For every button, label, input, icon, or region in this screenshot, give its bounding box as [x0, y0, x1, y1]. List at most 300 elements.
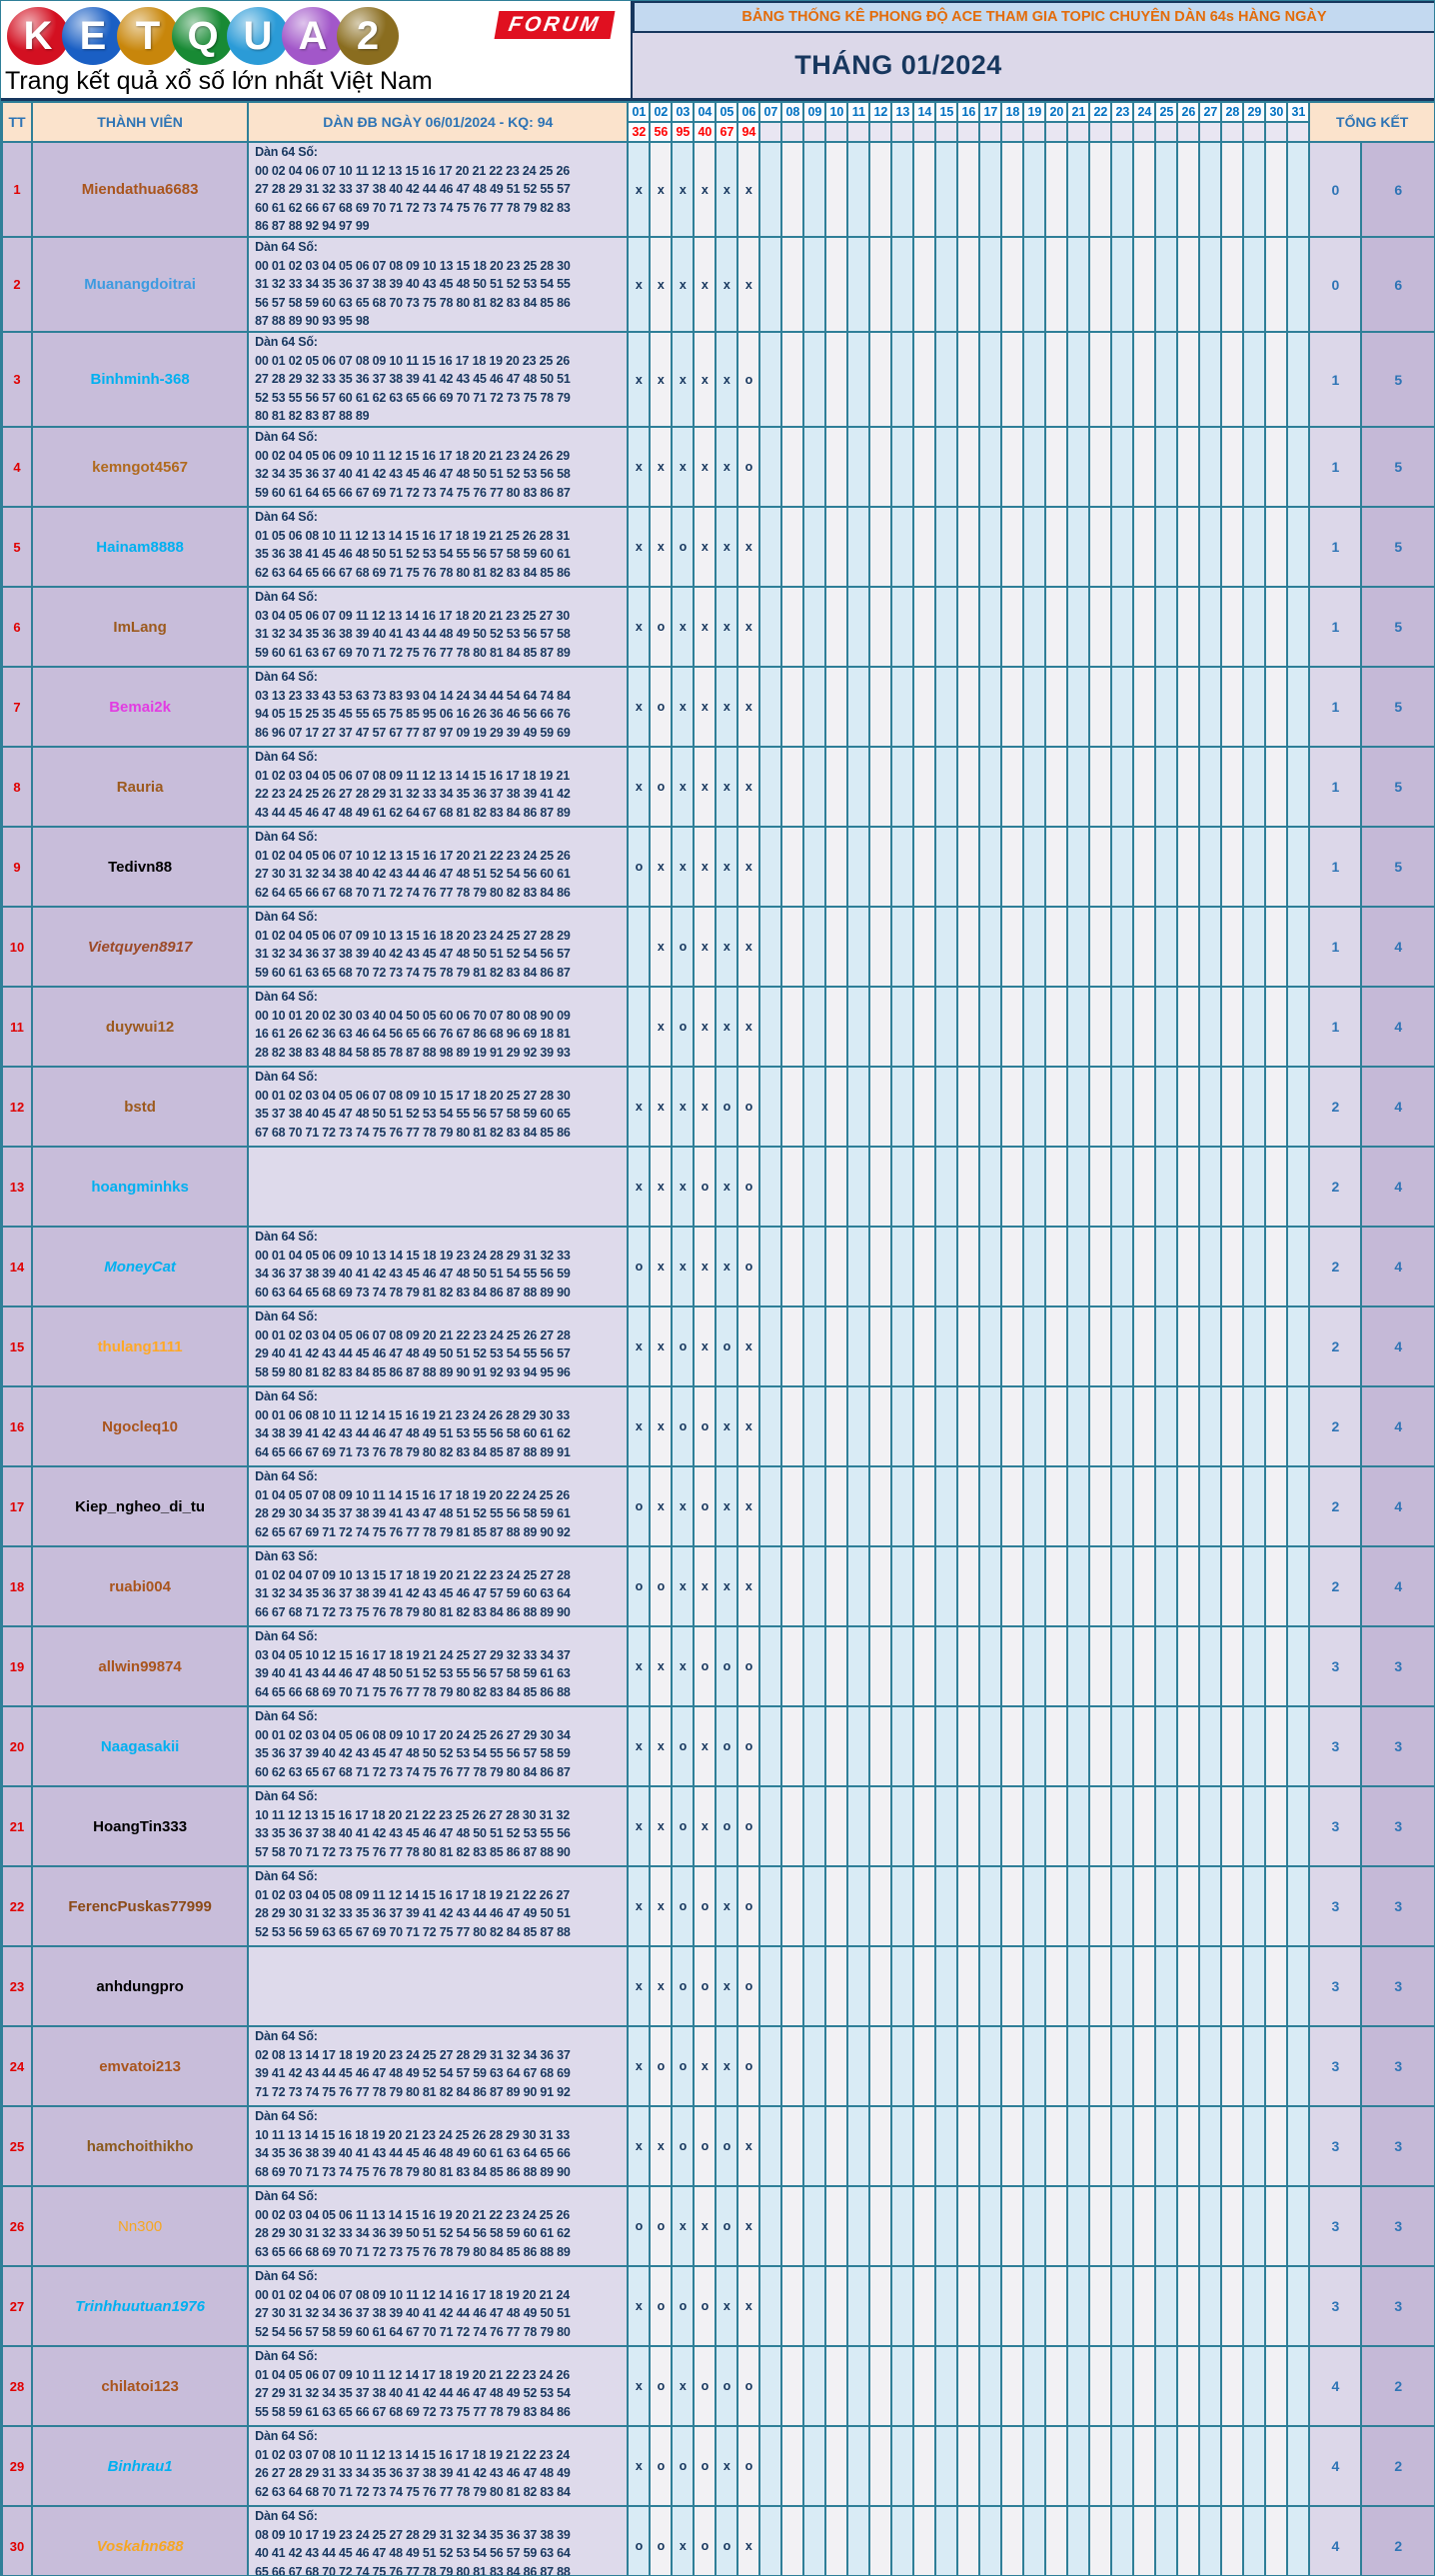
- day-mark-cell: [869, 2026, 891, 2106]
- day-mark-cell: [825, 2186, 847, 2266]
- day-mark-cell: [1177, 237, 1199, 332]
- day-mark-cell: [825, 1386, 847, 1466]
- day-mark-cell: [1001, 587, 1023, 667]
- day-mark-cell: [759, 747, 781, 827]
- day-mark-cell: [781, 667, 803, 747]
- dan-line: 00 01 04 05 06 09 10 13 14 15 18 19 23 24 28 29 31 32 33: [255, 1248, 571, 1263]
- miss-total-cell: 1: [1309, 427, 1361, 507]
- day-mark-cell: [1001, 1546, 1023, 1626]
- rank-cell: 28: [2, 2346, 32, 2426]
- day-mark-cell: [759, 1706, 781, 1786]
- day-mark-cell: [825, 427, 847, 507]
- dan-cell: [248, 1946, 628, 2026]
- day-mark-cell: x: [694, 1546, 716, 1626]
- day-mark-cell: o: [628, 1466, 650, 1546]
- day-mark-cell: x: [716, 747, 737, 827]
- day-mark-cell: [1023, 747, 1045, 827]
- miss-total-cell: 3: [1309, 2026, 1361, 2106]
- day-mark-cell: [1199, 2506, 1221, 2576]
- dan-cell: [248, 587, 628, 667]
- day-mark-cell: [1177, 1306, 1199, 1386]
- day-mark-cell: x: [628, 237, 650, 332]
- banner-title: BẢNG THỐNG KÊ PHONG ĐỘ ACE THAM GIA TOPIC CHUYÊN DÀN 64s HÀNG NGÀY: [633, 1, 1434, 33]
- day-mark-cell: [1199, 1546, 1221, 1626]
- col-header-day: 07: [759, 102, 781, 122]
- win-total-cell: 5: [1361, 747, 1435, 827]
- day-mark-cell: [979, 907, 1001, 987]
- day-mark-cell: [1023, 2026, 1045, 2106]
- day-mark-cell: [891, 1626, 913, 1706]
- day-mark-cell: [935, 2266, 957, 2346]
- day-mark-cell: [913, 667, 935, 747]
- day-mark-cell: [759, 2106, 781, 2186]
- day-mark-cell: [1045, 2266, 1067, 2346]
- day-mark-cell: o: [716, 1067, 737, 1147]
- day-mark-cell: [1089, 2106, 1111, 2186]
- day-mark-cell: [825, 1706, 847, 1786]
- win-total-cell: 4: [1361, 1067, 1435, 1147]
- day-mark-cell: [1265, 1866, 1287, 1946]
- member-cell: [32, 507, 248, 587]
- day-mark-cell: [1243, 1227, 1265, 1306]
- miss-total-cell: 1: [1309, 747, 1361, 827]
- dan-title: Dàn 64 Số:: [255, 910, 318, 924]
- day-mark-cell: x: [650, 237, 672, 332]
- col-header-day: 03: [672, 102, 694, 122]
- rank-cell: 16: [2, 1386, 32, 1466]
- dan-line: 00 01 02 03 04 05 06 07 08 09 10 15 17 18 20 25 27 28 30: [255, 1088, 571, 1103]
- day-mark-cell: [803, 2506, 825, 2576]
- col-header-day: 15: [935, 102, 957, 122]
- day-mark-cell: [847, 2346, 869, 2426]
- day-mark-cell: [1199, 587, 1221, 667]
- day-mark-cell: [1133, 987, 1155, 1067]
- day-mark-cell: [1287, 1227, 1309, 1306]
- day-mark-cell: o: [737, 332, 759, 427]
- dan-line: 87 88 89 90 93 95 98: [255, 314, 370, 328]
- day-mark-cell: [759, 2186, 781, 2266]
- day-mark-cell: x: [694, 237, 716, 332]
- day-mark-cell: x: [737, 827, 759, 907]
- day-mark-cell: [869, 1546, 891, 1626]
- day-mark-cell: [1221, 2106, 1243, 2186]
- day-mark-cell: o: [737, 2426, 759, 2506]
- day-mark-cell: [1243, 1946, 1265, 2026]
- day-mark-cell: [1287, 332, 1309, 427]
- day-mark-cell: [1045, 1706, 1067, 1786]
- day-mark-cell: [759, 2346, 781, 2426]
- table-row: [2, 2026, 1435, 2106]
- win-total-cell: 6: [1361, 142, 1435, 237]
- day-mark-cell: [1001, 427, 1023, 507]
- day-mark-cell: [1023, 1626, 1045, 1706]
- day-mark-cell: x: [628, 2346, 650, 2426]
- day-mark-cell: x: [737, 1466, 759, 1546]
- day-mark-cell: [1001, 907, 1023, 987]
- day-mark-cell: [1177, 1227, 1199, 1306]
- day-mark-cell: [869, 1306, 891, 1386]
- day-mark-cell: [1221, 2426, 1243, 2506]
- member-name: Voskahn688: [96, 2537, 184, 2555]
- day-mark-cell: [1133, 907, 1155, 987]
- day-mark-cell: [913, 1626, 935, 1706]
- day-mark-cell: [1287, 987, 1309, 1067]
- day-mark-cell: [1067, 1466, 1089, 1546]
- day-mark-cell: o: [650, 1546, 672, 1626]
- day-result-cell: [891, 122, 913, 142]
- member-name: Rauria: [116, 778, 164, 796]
- day-mark-cell: [1155, 1386, 1177, 1466]
- day-mark-cell: [1067, 142, 1089, 237]
- day-mark-cell: [1221, 2506, 1243, 2576]
- day-mark-cell: [1221, 507, 1243, 587]
- dan-line: 31 32 33 34 35 36 37 38 39 40 43 45 48 50 51 52 53 54 55: [255, 277, 571, 291]
- dan-cell: [248, 667, 628, 747]
- day-mark-cell: [1001, 2186, 1023, 2266]
- day-mark-cell: [935, 667, 957, 747]
- day-mark-cell: [847, 2506, 869, 2576]
- day-mark-cell: [1243, 2266, 1265, 2346]
- day-mark-cell: [1045, 2026, 1067, 2106]
- day-mark-cell: o: [737, 427, 759, 507]
- day-mark-cell: o: [672, 2026, 694, 2106]
- win-total-cell: 4: [1361, 1306, 1435, 1386]
- day-mark-cell: [1287, 1626, 1309, 1706]
- day-mark-cell: [781, 237, 803, 332]
- day-mark-cell: [1287, 1306, 1309, 1386]
- day-mark-cell: [1089, 987, 1111, 1067]
- col-header-total: TỔNG KẾT: [1309, 102, 1435, 142]
- day-mark-cell: [869, 747, 891, 827]
- day-mark-cell: [847, 987, 869, 1067]
- day-mark-cell: x: [716, 507, 737, 587]
- day-mark-cell: [825, 587, 847, 667]
- day-mark-cell: [979, 142, 1001, 237]
- day-mark-cell: x: [694, 1786, 716, 1866]
- day-mark-cell: [1023, 507, 1045, 587]
- day-mark-cell: [1111, 2026, 1133, 2106]
- day-result-cell: [1199, 122, 1221, 142]
- dan-title: Dàn 64 Số:: [255, 670, 318, 684]
- day-mark-cell: o: [672, 987, 694, 1067]
- day-mark-cell: [1221, 1546, 1243, 1626]
- day-mark-cell: x: [737, 587, 759, 667]
- day-mark-cell: o: [716, 1626, 737, 1706]
- day-mark-cell: o: [672, 1386, 694, 1466]
- day-mark-cell: [979, 2426, 1001, 2506]
- win-total-cell: 4: [1361, 987, 1435, 1067]
- day-mark-cell: [1221, 1147, 1243, 1227]
- dan-line: 27 30 31 32 34 36 37 38 39 40 41 42 44 46 47 48 49 50 51: [255, 2306, 571, 2320]
- day-mark-cell: [825, 142, 847, 237]
- day-mark-cell: [957, 667, 979, 747]
- day-mark-cell: [1177, 427, 1199, 507]
- day-mark-cell: [781, 332, 803, 427]
- day-mark-cell: [1243, 2106, 1265, 2186]
- day-mark-cell: [1067, 332, 1089, 427]
- dan-title: Dàn 64 Số:: [255, 240, 318, 254]
- day-mark-cell: [1023, 2506, 1045, 2576]
- day-mark-cell: [1265, 332, 1287, 427]
- member-name: FerencPuskas77999: [68, 1897, 212, 1915]
- logo-letter: T: [117, 7, 179, 65]
- day-mark-cell: x: [672, 237, 694, 332]
- dan-title: Dàn 64 Số:: [255, 1469, 318, 1483]
- day-mark-cell: [1133, 1227, 1155, 1306]
- dan-line: 64 65 66 68 69 70 71 75 76 77 78 79 80 82 83 84 85 86 88: [255, 1684, 571, 1699]
- day-mark-cell: [957, 1227, 979, 1306]
- day-mark-cell: [847, 237, 869, 332]
- day-mark-cell: [1045, 587, 1067, 667]
- col-header-day: 26: [1177, 102, 1199, 122]
- day-mark-cell: [781, 2026, 803, 2106]
- day-mark-cell: [1111, 1946, 1133, 2026]
- day-mark-cell: [1111, 427, 1133, 507]
- table-row: [2, 2346, 1435, 2426]
- day-mark-cell: [1023, 2426, 1045, 2506]
- day-mark-cell: [803, 827, 825, 907]
- day-mark-cell: x: [650, 142, 672, 237]
- day-mark-cell: [781, 987, 803, 1067]
- day-mark-cell: [1023, 2106, 1045, 2186]
- day-mark-cell: o: [672, 1946, 694, 2026]
- day-mark-cell: [1023, 1306, 1045, 1386]
- dan-line: 94 05 15 25 35 45 55 65 75 85 95 06 16 26 36 46 56 66 76: [255, 707, 571, 721]
- day-mark-cell: [1045, 2506, 1067, 2576]
- day-mark-cell: o: [737, 1626, 759, 1706]
- day-mark-cell: [1045, 1466, 1067, 1546]
- day-mark-cell: [1177, 2026, 1199, 2106]
- dan-line: 35 36 38 41 45 46 48 50 51 52 53 54 55 56 57 58 59 60 61: [255, 547, 571, 561]
- day-mark-cell: [1155, 1546, 1177, 1626]
- day-mark-cell: [1177, 1147, 1199, 1227]
- day-mark-cell: o: [694, 1946, 716, 2026]
- dan-line: 52 53 55 56 57 60 61 62 63 65 66 69 70 71 72 73 75 78 79: [255, 390, 571, 405]
- day-mark-cell: [1199, 1386, 1221, 1466]
- day-mark-cell: [1265, 2186, 1287, 2266]
- day-mark-cell: [1045, 1067, 1067, 1147]
- day-mark-cell: x: [628, 1626, 650, 1706]
- day-mark-cell: [913, 587, 935, 667]
- dan-cell: [248, 2266, 628, 2346]
- day-mark-cell: [957, 907, 979, 987]
- day-mark-cell: [1089, 907, 1111, 987]
- rank-cell: 5: [2, 507, 32, 587]
- win-total-cell: 5: [1361, 507, 1435, 587]
- rank-cell: 24: [2, 2026, 32, 2106]
- dan-line: 35 37 38 40 45 47 48 50 51 52 53 54 55 56 57 58 59 60 65: [255, 1107, 571, 1121]
- day-mark-cell: x: [716, 2426, 737, 2506]
- day-mark-cell: o: [716, 1706, 737, 1786]
- day-mark-cell: [869, 1626, 891, 1706]
- day-mark-cell: [1221, 1786, 1243, 1866]
- day-mark-cell: [1001, 667, 1023, 747]
- day-mark-cell: [957, 427, 979, 507]
- day-mark-cell: x: [650, 2106, 672, 2186]
- day-mark-cell: [1287, 2026, 1309, 2106]
- day-mark-cell: [1155, 1067, 1177, 1147]
- dan-cell: [248, 237, 628, 332]
- day-mark-cell: [1067, 987, 1089, 1067]
- day-mark-cell: [1023, 1866, 1045, 1946]
- day-mark-cell: [803, 2106, 825, 2186]
- day-mark-cell: [1133, 1386, 1155, 1466]
- member-name: Bemai2k: [109, 698, 171, 716]
- day-mark-cell: [1287, 1546, 1309, 1626]
- dan-cell: [248, 507, 628, 587]
- col-header-day: 24: [1133, 102, 1155, 122]
- dan-cell: [248, 2426, 628, 2506]
- day-mark-cell: [1155, 1866, 1177, 1946]
- day-mark-cell: [891, 1147, 913, 1227]
- day-mark-cell: [935, 827, 957, 907]
- logo-letter: E: [62, 7, 124, 65]
- day-mark-cell: [957, 1866, 979, 1946]
- day-mark-cell: [1177, 1706, 1199, 1786]
- day-mark-cell: [1287, 1866, 1309, 1946]
- day-mark-cell: o: [716, 2346, 737, 2426]
- dan-line: 01 02 04 07 09 10 13 15 17 18 19 20 21 22 23 24 25 27 28: [255, 1567, 571, 1582]
- table-row: [2, 2426, 1435, 2506]
- day-mark-cell: [1199, 1306, 1221, 1386]
- day-mark-cell: [957, 507, 979, 587]
- day-mark-cell: [1067, 2106, 1089, 2186]
- rank-cell: 10: [2, 907, 32, 987]
- day-mark-cell: x: [672, 2186, 694, 2266]
- day-mark-cell: x: [694, 747, 716, 827]
- day-mark-cell: x: [650, 987, 672, 1067]
- day-mark-cell: [979, 237, 1001, 332]
- rank-cell: 7: [2, 667, 32, 747]
- day-mark-cell: [759, 1067, 781, 1147]
- day-mark-cell: [1089, 1866, 1111, 1946]
- day-result-cell: [759, 122, 781, 142]
- day-mark-cell: [869, 2186, 891, 2266]
- day-mark-cell: [869, 1386, 891, 1466]
- day-mark-cell: [1001, 1626, 1023, 1706]
- day-mark-cell: [1243, 1786, 1265, 1866]
- day-mark-cell: [1287, 1946, 1309, 2026]
- day-mark-cell: [1221, 1386, 1243, 1466]
- dan-line: 27 30 31 32 34 38 40 42 43 44 46 47 48 51 52 54 56 60 61: [255, 867, 571, 881]
- day-mark-cell: [825, 1946, 847, 2026]
- day-mark-cell: x: [628, 667, 650, 747]
- day-mark-cell: [781, 2266, 803, 2346]
- member-cell: [32, 1786, 248, 1866]
- day-mark-cell: [891, 507, 913, 587]
- day-mark-cell: x: [672, 1147, 694, 1227]
- member-name: allwin99874: [98, 1657, 182, 1675]
- dan-line: 27 29 31 32 34 35 37 38 40 41 42 44 46 47 48 49 52 53 54: [255, 2386, 571, 2400]
- day-mark-cell: [869, 237, 891, 332]
- rank-cell: 23: [2, 1946, 32, 2026]
- dan-line: 56 57 58 59 60 63 65 68 70 73 75 78 80 81 82 83 84 85 86: [255, 295, 571, 310]
- dan-line: 60 61 62 66 67 68 69 70 71 72 73 74 75 76 77 78 79 82 83: [255, 200, 571, 215]
- day-mark-cell: o: [694, 1466, 716, 1546]
- day-mark-cell: [1111, 1067, 1133, 1147]
- day-mark-cell: [759, 427, 781, 507]
- day-mark-cell: [1265, 2026, 1287, 2106]
- day-mark-cell: [957, 1306, 979, 1386]
- day-mark-cell: x: [628, 1706, 650, 1786]
- table-row: [2, 1466, 1435, 1546]
- day-mark-cell: [759, 667, 781, 747]
- day-mark-cell: [869, 427, 891, 507]
- dan-title: Dàn 64 Số:: [255, 510, 318, 524]
- day-mark-cell: [825, 2026, 847, 2106]
- day-mark-cell: [1155, 667, 1177, 747]
- rank-cell: 18: [2, 1546, 32, 1626]
- day-mark-cell: [1001, 1706, 1023, 1786]
- member-cell: [32, 332, 248, 427]
- day-mark-cell: [759, 1546, 781, 1626]
- member-name: hamchoithikho: [86, 2137, 194, 2155]
- day-mark-cell: [891, 907, 913, 987]
- day-mark-cell: [1243, 587, 1265, 667]
- day-mark-cell: [1023, 142, 1045, 237]
- col-header-day: 05: [716, 102, 737, 122]
- win-total-cell: 3: [1361, 2026, 1435, 2106]
- day-mark-cell: o: [628, 1227, 650, 1306]
- dan-line: 28 29 30 34 35 37 38 39 41 43 47 48 51 52 55 56 58 59 61: [255, 1506, 571, 1520]
- day-result-cell: [1177, 122, 1199, 142]
- day-mark-cell: o: [737, 1946, 759, 2026]
- col-header-day: 06: [737, 102, 759, 122]
- day-mark-cell: [781, 2106, 803, 2186]
- day-mark-cell: [1111, 2106, 1133, 2186]
- day-mark-cell: [935, 507, 957, 587]
- day-mark-cell: [1199, 1786, 1221, 1866]
- day-mark-cell: [847, 1147, 869, 1227]
- day-mark-cell: [1045, 142, 1067, 237]
- dan-line: 27 28 29 31 32 33 37 38 40 42 44 46 47 48 49 51 52 55 57: [255, 182, 571, 196]
- day-mark-cell: x: [628, 587, 650, 667]
- day-mark-cell: [825, 1067, 847, 1147]
- day-mark-cell: x: [716, 587, 737, 667]
- day-mark-cell: [1133, 332, 1155, 427]
- day-mark-cell: x: [716, 827, 737, 907]
- day-mark-cell: [1045, 1546, 1067, 1626]
- dan-line: 01 02 04 05 06 07 09 10 13 15 16 18 20 23 24 25 27 28 29: [255, 928, 571, 943]
- day-mark-cell: [759, 907, 781, 987]
- day-mark-cell: [1001, 2506, 1023, 2576]
- day-mark-cell: o: [694, 1626, 716, 1706]
- day-mark-cell: [1265, 1466, 1287, 1546]
- day-mark-cell: [869, 1067, 891, 1147]
- day-mark-cell: o: [737, 1227, 759, 1306]
- day-mark-cell: [1089, 667, 1111, 747]
- day-mark-cell: x: [716, 1466, 737, 1546]
- day-mark-cell: [1067, 1786, 1089, 1866]
- member-cell: [32, 1866, 248, 1946]
- dan-cell: [248, 1466, 628, 1546]
- day-mark-cell: o: [737, 1866, 759, 1946]
- day-mark-cell: x: [737, 237, 759, 332]
- day-mark-cell: [1155, 747, 1177, 827]
- day-mark-cell: [979, 1946, 1001, 2026]
- miss-total-cell: 2: [1309, 1067, 1361, 1147]
- day-mark-cell: o: [650, 2426, 672, 2506]
- day-mark-cell: [1287, 587, 1309, 667]
- day-mark-cell: [1067, 2426, 1089, 2506]
- day-mark-cell: [1133, 1866, 1155, 1946]
- day-mark-cell: x: [628, 1386, 650, 1466]
- day-mark-cell: [1067, 1067, 1089, 1147]
- day-mark-cell: [979, 827, 1001, 907]
- day-mark-cell: [1221, 1866, 1243, 1946]
- day-mark-cell: [891, 1546, 913, 1626]
- dan-cell: [248, 827, 628, 907]
